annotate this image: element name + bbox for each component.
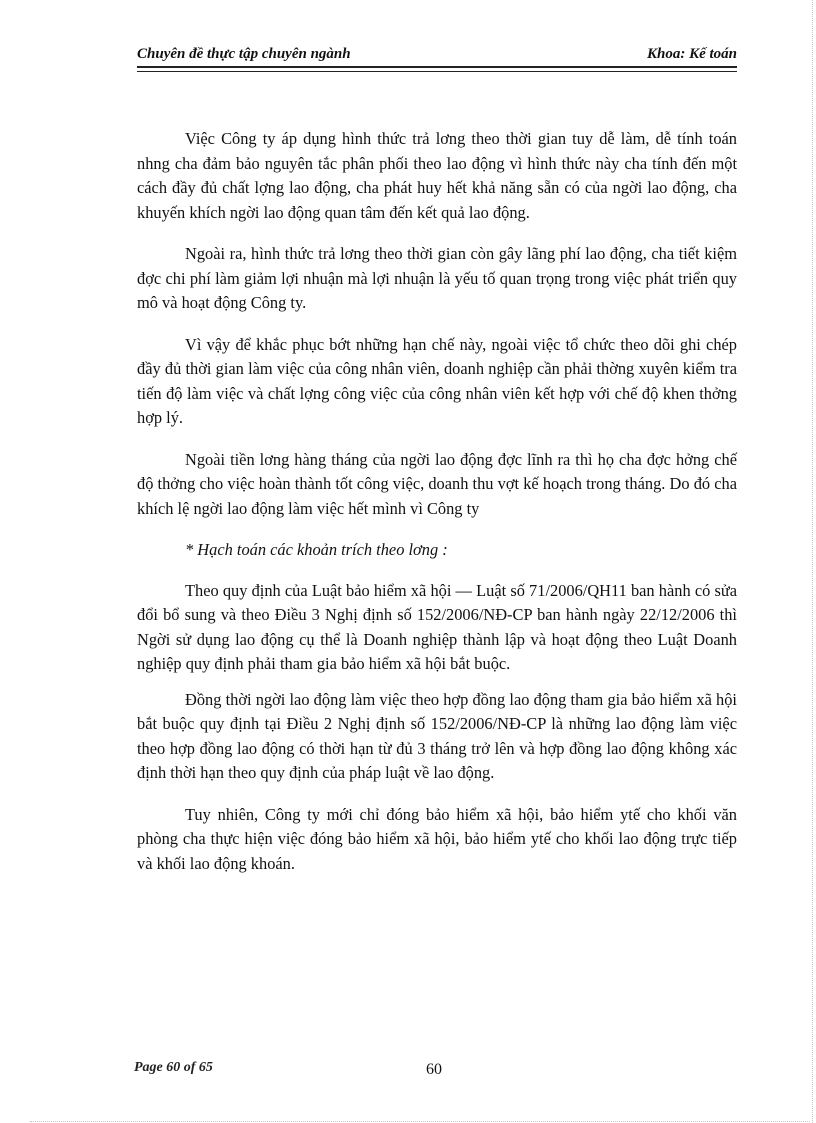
paragraph-7: Tuy nhiên, Công ty mới chỉ đóng bảo hiểm xã hội, bảo hiểm ytế cho khối văn phòng cha thực hiện việc đóng bảo hiểm xã hội, bảo hiểm ytế cho khối lao động trực tiếp và khối lao động khoán.: [137, 804, 737, 873]
paragraph-3: Vì vậy để khắc phục bớt những hạn chế này, ngoài việc tổ chức theo dõi ghi chép đầy đủ thời gian làm việc của công nhân viên, doanh nghiệp cần phải thờng xuyên kiểm tra tiến độ làm việc và chất lợng công việc của công nhân viên kết hợp với chế độ khen thởng hợp lý.: [137, 334, 737, 427]
footer-page-count: Page 60 of 65: [134, 1060, 213, 1075]
page-number: 60: [426, 1061, 442, 1078]
page-border-right: [812, 0, 813, 1123]
paragraph-4: Ngoài tiền lơng hàng tháng của ngời lao động đợc lĩnh ra thì họ cha đợc hởng chế độ thởng cho việc hoàn thành tốt công việc, doanh thu vợt kế hoạch trong tháng. Do đó cha khích lệ ngời lao động làm việc hết mình vì Công ty: [137, 449, 737, 518]
header-title: Chuyên đề thực tập chuyên ngành: [137, 46, 351, 62]
section-heading: * Hạch toán các khoản trích theo lơng :: [185, 540, 448, 559]
paragraph-2: Ngoài ra, hình thức trả lơng theo thời gian còn gây lãng phí lao động, cha tiết kiệm đợc chi phí làm giảm lợi nhuận mà lợi nhuận là yếu tố quan trọng trong việc phát triển quy mô và hoạt động Công ty.: [137, 244, 737, 312]
paragraph-5: Theo quy định của Luật bảo hiểm xã hội — Luật số 71/2006/QH11 ban hành có sửa đổi bổ sung và theo Điều 3 Nghị định số 152/2006/NĐ-CP ban hành ngày 22/12/2006 thì Ngời sử dụng lao động cụ thể là Doanh nghiệp thành lập và hoạt động theo Luật Doanh nghiệp quy định phải tham gia bảo hiểm xã hội bắt buộc.: [137, 580, 737, 673]
page-border-bottom: [30, 1121, 810, 1122]
header-department: Khoa: Kế toán: [646, 46, 737, 62]
header-rule-thick: [137, 66, 737, 68]
header-rule-thin: [137, 71, 737, 72]
paragraph-1: Việc Công ty áp dụng hình thức trả lơng theo thời gian tuy dễ làm, dễ tính toán nhng cha đảm bảo nguyên tắc phân phối theo lao động vì hình thức này cha tính đến một cách đầy đủ chất lợng lao động, cha phát huy hết khả năng sẵn có của ngời lao động, cha khuyến khích ngời lao động quan tâm đến kết quả lao động.: [137, 129, 737, 222]
document-body: [137, 127, 737, 893]
paragraph-6: Đồng thời ngời lao động làm việc theo hợp đồng lao động tham gia bảo hiểm xã hội bắt buộc quy định tại Điều 2 Nghị định số 152/2006/NĐ-CP là những lao động làm việc theo hợp đồng lao động có thời hạn từ đủ 3 tháng trở lên và hợp đồng lao động không xác định thời hạn theo quy định của pháp luật về lao động.: [137, 689, 737, 782]
